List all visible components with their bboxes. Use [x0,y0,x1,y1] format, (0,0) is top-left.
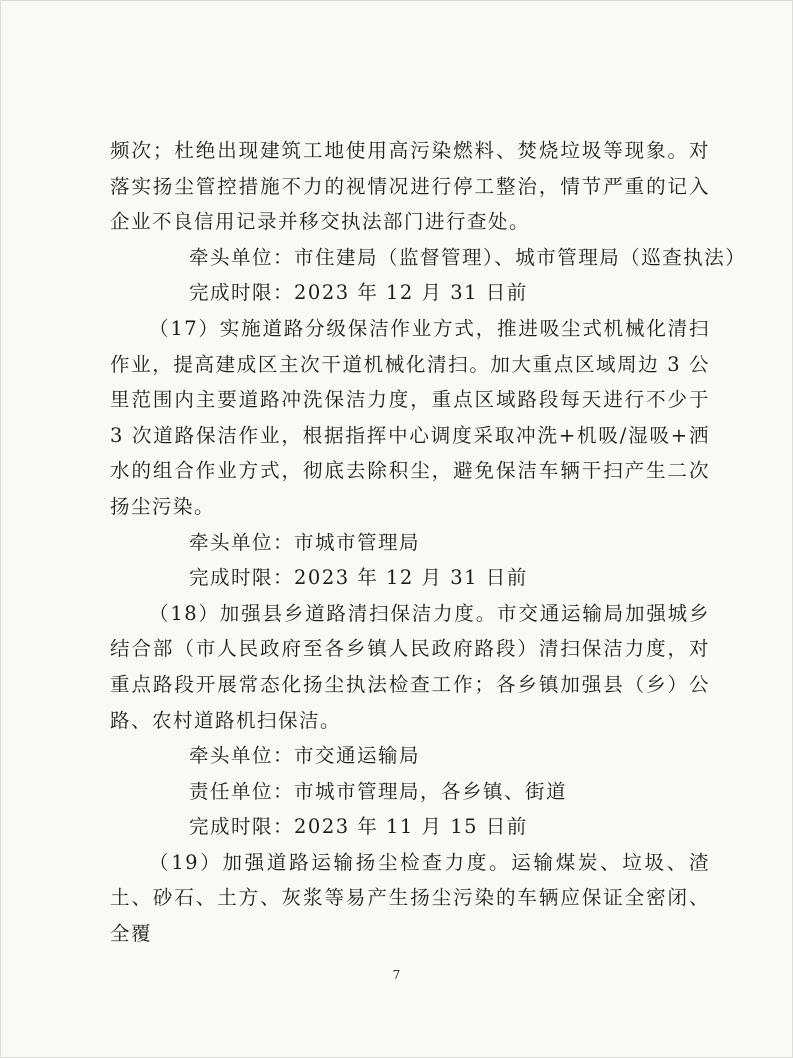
document-body [110,133,747,952]
item-19-paragraph: （19）加强道路运输扬尘检查力度。运输煤炭、垃圾、渣土、砂石、土方、灰浆等易产生扬尘污染的车辆应保证全密闭、全覆 [110,850,710,946]
item-18-paragraph: （18）加强县乡道路清扫保洁力度。市交通运输局加强城乡结合部（市人民政府至各乡镇人民政府路段）清扫保洁力度，对重点路段开展常态化扬尘执法检查工作；各乡镇加强县（乡）公路、农村道路机扫保洁。 [110,601,710,732]
lead-unit-line: 牵头单位：市城市管理局 [189,530,421,554]
lead-unit-line: 牵头单位：市交通运输局 [189,744,421,768]
item-17-paragraph: （17）实施道路分级保洁作业方式，推进吸尘式机械化清扫作业，提高建成区主次干道机械化清扫。加大重点区域周边 3 公里范围内主要道路冲洗保洁力度，重点区域路段每天进行不少于 3 次道路保洁作业，根据指挥中心调度采取冲洗+机吸/湿吸+洒水的组合作业方式，彻底去除积尘，避免保洁车辆干扫产生二次扬尘污染。 [110,316,710,518]
deadline-line: 完成时限：2023 年 12 月 31 日前 [189,281,528,305]
responsible-unit-line: 责任单位：市城市管理局，各乡镇、街道 [189,779,568,803]
page-number: 7 [392,968,401,982]
deadline-line: 完成时限：2023 年 11 月 15 日前 [189,815,528,839]
deadline-line: 完成时限：2023 年 12 月 31 日前 [189,566,528,590]
paragraph-continuation: 频次；杜绝出现建筑工地使用高污染燃料、焚烧垃圾等现象。对落实扬尘管控措施不力的视情况进行停工整治，情节严重的记入企业不良信用记录并移交执法部门进行查处。 [110,139,710,234]
lead-unit-line: 牵头单位：市住建局（监督管理）、城市管理局（巡查执法） [189,245,747,269]
